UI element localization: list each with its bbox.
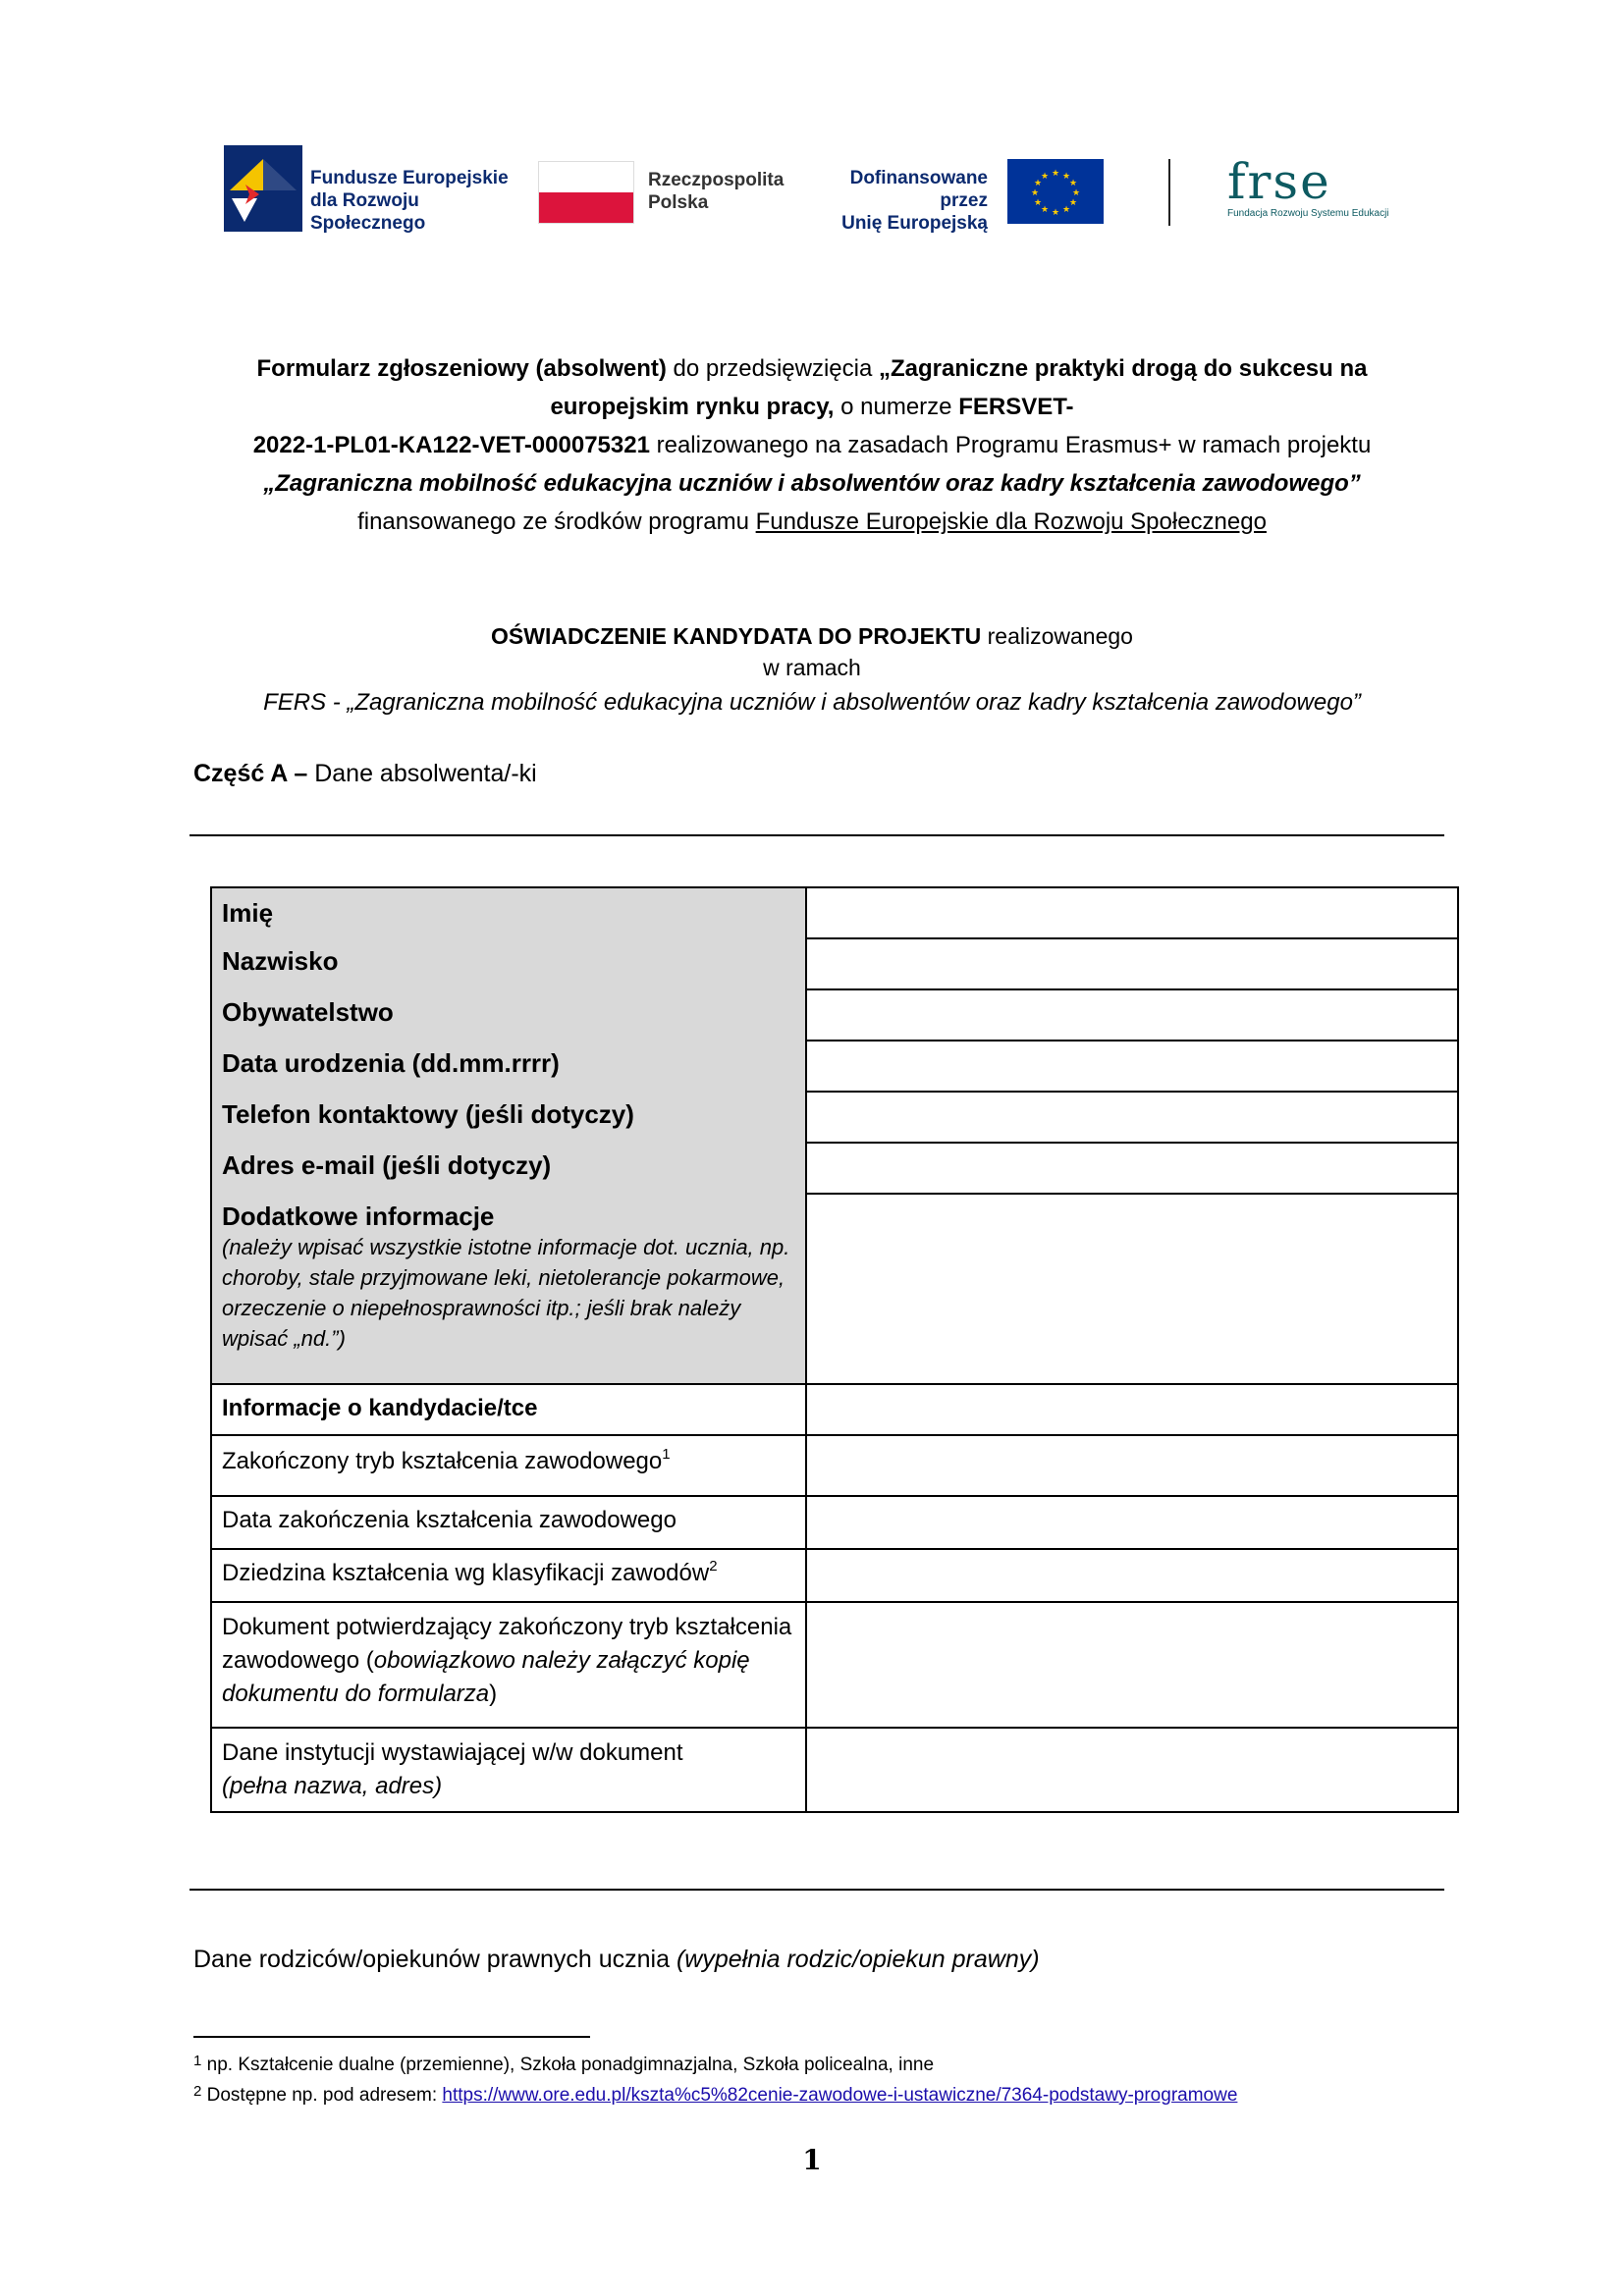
input-citizenship[interactable] [806, 989, 1458, 1041]
svg-text:★: ★ [1068, 179, 1078, 188]
fe-logo-line1: Fundusze Europejskie [310, 168, 509, 188]
logo-separator [1168, 159, 1170, 226]
field-of-study-text: Dziedzina kształcenia wg klasyfikacji zawodów [222, 1560, 710, 1586]
heading-text-2: o numerze [834, 394, 959, 420]
input-education-mode[interactable] [806, 1435, 1458, 1496]
heading-program-name: „Zagraniczna mobilność edukacyjna uczniów i absolwentów oraz kadry kształcenia zawodowego” [263, 470, 1361, 497]
footnote-1 [193, 2055, 934, 2076]
heading-form-title: Formularz zgłoszeniowy (absolwent) [256, 355, 667, 382]
input-birth-date[interactable] [806, 1041, 1458, 1092]
section-divider [189, 834, 1444, 836]
candidate-info-title: Informacje o kandydacie/tce [211, 1384, 806, 1435]
eu-flag-icon [1007, 159, 1104, 224]
label-last-name: Nazwisko [211, 938, 806, 989]
input-issuing-institution[interactable] [806, 1728, 1458, 1812]
pl-logo [538, 157, 785, 226]
footnote-1-number: 1 [193, 2053, 202, 2069]
input-last-name[interactable] [806, 938, 1458, 989]
part-a-title [193, 760, 537, 788]
form-heading [187, 349, 1437, 541]
svg-text:★: ★ [1071, 188, 1081, 198]
label-completion-document [211, 1602, 806, 1728]
heading-project-number: 2022-1-PL01-KA122-VET-000075321 [252, 432, 650, 458]
input-completion-date[interactable] [806, 1496, 1458, 1549]
heading-fers-link[interactable]: Fundusze Europejskie dla Rozwoju Społecznego [755, 508, 1267, 535]
eu-logo [811, 157, 1106, 234]
input-email[interactable] [806, 1143, 1458, 1194]
svg-text:★: ★ [1030, 188, 1040, 198]
footnote-2 [193, 2085, 1237, 2107]
svg-text:★: ★ [1051, 169, 1060, 179]
label-issuing-institution [211, 1728, 806, 1812]
heading-text-4: finansowanego ze środków programu [357, 508, 756, 535]
parents-text: Dane rodziców/opiekunów prawnych ucznia [193, 1946, 677, 1973]
frse-wordmark: frse [1227, 153, 1331, 210]
completion-document-text: Dokument potwierdzający zakończony tryb kształcenia zawodowego ( [222, 1614, 792, 1674]
education-mode-text: Zakończony tryb kształcenia zawodowego [222, 1448, 663, 1474]
parents-note: (wypełnia rodzic/opiekun prawny) [676, 1946, 1040, 1973]
label-citizenship: Obywatelstwo [211, 989, 806, 1041]
frse-logo [1227, 153, 1414, 228]
fe-logo-line2: dla Rozwoju Społecznego [310, 190, 426, 234]
svg-text:★: ★ [1061, 172, 1071, 182]
applicant-data-table [210, 886, 1459, 1813]
label-completion-date: Data zakończenia kształcenia zawodowego [211, 1496, 806, 1549]
declaration-title: OŚWIADCZENIE KANDYDATA DO PROJEKTU [491, 623, 982, 649]
page-number: 1 [802, 2144, 822, 2176]
candidate-info-blank [806, 1384, 1458, 1435]
heading-text-3: realizowanego na zasadach Programu Erasmus+ w ramach projektu [649, 432, 1372, 458]
parents-section-title [193, 1946, 1040, 1974]
poland-flag-icon [538, 161, 634, 224]
issuing-institution-note: (pełna nazwa, adres) [222, 1773, 443, 1799]
heading-project-name: „Zagraniczne praktyki drogą do sukcesu na europejskim rynku pracy, [550, 355, 1368, 420]
declaration-text-2: w ramach [763, 655, 861, 680]
svg-text:★: ★ [1068, 198, 1078, 208]
input-field-of-study[interactable] [806, 1549, 1458, 1602]
svg-text:★: ★ [1061, 205, 1071, 215]
footnote-1-text: np. Kształcenie dualne (przemienne), Szkoła ponadgimnazjalna, Szkoła policealna, inne [201, 2055, 935, 2075]
declaration-text-1: realizowanego [981, 623, 1133, 649]
label-email: Adres e-mail (jeśli dotyczy) [211, 1143, 806, 1194]
label-education-mode [211, 1435, 806, 1496]
svg-text:★: ★ [1040, 172, 1050, 182]
declaration-program: FERS - „Zagraniczna mobilność edukacyjna uczniów i absolwentów oraz kadry kształcenia zawodowego” [263, 689, 1361, 716]
completion-document-note: obowiązkowo należy załączyć kopię dokumentu do formularza [222, 1647, 750, 1707]
footnote-2-number: 2 [193, 2083, 202, 2100]
svg-text:★: ★ [1033, 198, 1043, 208]
pl-logo-line2: Polska [648, 192, 709, 213]
frse-caption: Fundacja Rozwoju Systemu Edukacji [1227, 208, 1389, 219]
input-first-name[interactable] [806, 887, 1458, 938]
input-phone[interactable] [806, 1092, 1458, 1143]
label-field-of-study [211, 1549, 806, 1602]
eu-logo-line2: Unię Europejską [841, 213, 988, 234]
additional-info-note: (należy wpisać wszystkie istotne informacje dot. ucznia, np. choroby, stale przyjmowane leki, nietolerancje pokarmowe, orzeczenie o niepełnosprawności itp.; jeśli brak należy wpisać „nd.”) [222, 1235, 790, 1351]
section-divider-2 [189, 1889, 1444, 1891]
label-first-name: Imię [211, 887, 806, 938]
footnote-ref-2[interactable]: 2 [709, 1558, 718, 1575]
fe-emblem-icon [224, 145, 302, 232]
label-phone: Telefon kontaktowy (jeśli dotyczy) [211, 1092, 806, 1143]
part-a-text: Dane absolwenta/-ki [307, 760, 537, 787]
footnote-2-link[interactable]: https://www.ore.edu.pl/kszta%c5%82cenie-zawodowe-i-ustawiczne/7364-podstawy-programowe [442, 2085, 1238, 2106]
svg-text:★: ★ [1040, 205, 1050, 215]
footnote-ref-1[interactable]: 1 [662, 1446, 671, 1463]
declaration-heading [187, 620, 1437, 719]
input-completion-document[interactable] [806, 1602, 1458, 1728]
completion-document-end: ) [489, 1681, 498, 1707]
heading-text-1: do przedsięwzięcia [666, 355, 879, 382]
pl-logo-line1: Rzeczpospolita [648, 170, 785, 190]
footnote-separator [193, 2036, 590, 2038]
additional-info-title: Dodatkowe informacje [222, 1201, 495, 1231]
eu-logo-line1: Dofinansowane przez [849, 168, 988, 211]
label-birth-date: Data urodzenia (dd.mm.rrrr) [211, 1041, 806, 1092]
fe-logo [224, 145, 509, 232]
svg-text:★: ★ [1051, 208, 1060, 218]
footnote-2-text: Dostępne np. pod adresem: [201, 2085, 443, 2106]
part-a-label: Część A – [193, 760, 308, 787]
svg-text:★: ★ [1033, 179, 1043, 188]
input-additional-info[interactable] [806, 1194, 1458, 1384]
issuing-institution-text: Dane instytucji wystawiającej w/w dokument [222, 1739, 683, 1766]
label-additional-info [211, 1194, 806, 1384]
heading-number-prefix: FERSVET- [958, 394, 1074, 420]
